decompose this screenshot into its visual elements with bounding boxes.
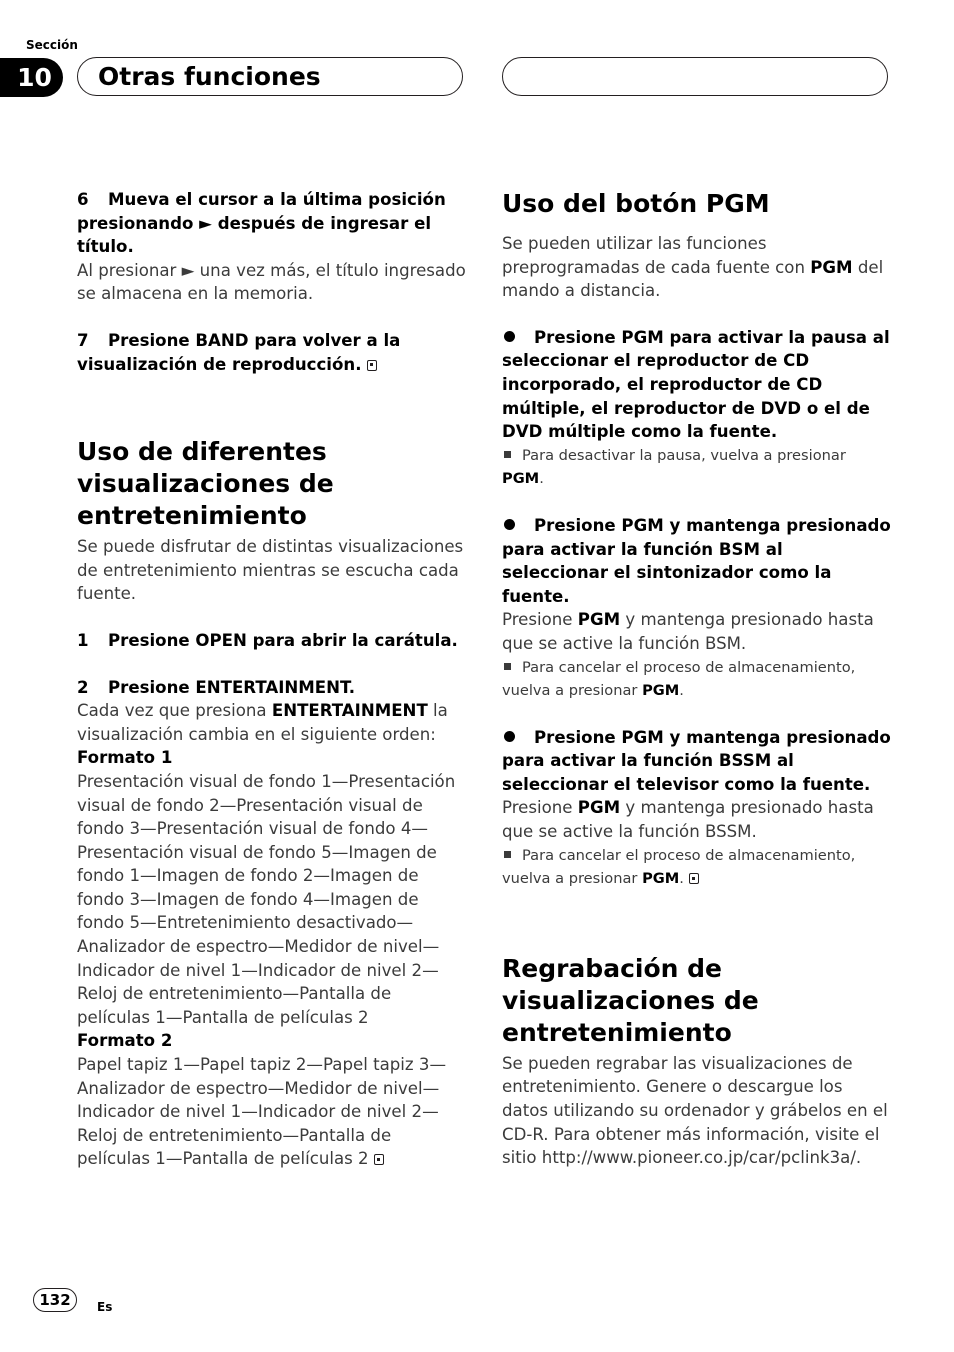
section-title [77,57,463,96]
pgm-note-bsm: Para cancelar el proceso de almacenamiento, vuelva a presionar PGM. [502,658,856,700]
end-mark-icon [367,360,377,371]
note-square-icon [504,451,511,458]
heading-entertainment-displays: Uso de diferentes visualizaciones de entretenimiento [77,437,334,531]
language-code: Es [97,1300,113,1314]
bullet-icon [504,331,515,342]
bullet-icon [504,731,515,742]
step-1: 1 Presione OPEN para abrir la carátula. [77,630,458,650]
pgm-text-bsm: Presione PGM y mantenga presionado hasta que se active la función BSM. [502,610,874,653]
pgm-note-pause: Para desactivar la pausa, vuelva a presionar PGM. [502,446,846,488]
step-6-title: Mueva el cursor a la última posición presionando ► después de ingresar el título. [77,190,446,257]
step-7-title: Presione BAND para volver a la visualización de reproducción. [77,330,401,374]
step-2: 2 Presione ENTERTAINMENT. [77,677,356,697]
pgm-bullet-bsm: Presione PGM y mantenga presionado para activar la función BSM al seleccionar el sintonizador como la fuente. [502,515,891,606]
pgm-note-bssm: Para cancelar el proceso de almacenamiento, vuelva a presionar PGM. [502,846,856,888]
step-6: 6 Mueva el cursor a la última posición presionando ► después de ingresar el título. [77,190,446,257]
end-mark-icon [689,873,699,884]
step-7: 7 Presione BAND para volver a la visualización de reproducción. [77,330,401,374]
step-2-text: Cada vez que presiona ENTERTAINMENT la visualización cambia en el siguiente orden: [77,701,448,744]
step-1-title: Presione OPEN para abrir la carátula. [108,630,458,650]
heading-rerecording: Regrabación de visualizaciones de entretenimiento [502,953,759,1047]
note-square-icon [504,663,511,670]
right-column [502,188,892,1170]
section-label: Sección [26,38,78,52]
pgm-intro: Se pueden utilizar las funciones preprogramadas de cada fuente con PGM del mando a distancia. [502,234,884,301]
pgm-text-bssm: Presione PGM y mantenga presionado hasta que se active la función BSSM. [502,798,874,842]
step-6-text: Al presionar ► una vez más, el título ingresado se almacena en la memoria. [77,260,466,304]
format-2-label: Formato 2 [77,1031,173,1051]
format-1-label: Formato 1 [77,748,173,768]
heading-pgm-button: Uso del botón PGM [502,189,770,218]
pgm-bullet-bssm: Presione PGM y mantenga presionado para activar la función BSSM al seleccionar el televisor como la fuente. [502,727,891,794]
section-number: 10 [0,58,63,97]
pgm-bullet-pause: Presione PGM para activar la pausa al seleccionar el reproductor de CD incorporado, el reproductor de CD múltiple, el reproductor de DVD o el de DVD múltiple como la fuente. [502,327,890,442]
note-square-icon [504,851,511,858]
page-number: 132 [33,1288,77,1312]
end-mark-icon [374,1154,384,1165]
step-2-title: Presione ENTERTAINMENT. [108,677,356,697]
header-empty-box [502,57,888,96]
format-2-text: Papel tapiz 1—Papel tapiz 2—Papel tapiz 3—Analizador de espectro—Medidor de nivel—Indicador de nivel 1—Indicador de nivel 2—Reloj de entretenimiento—Pantalla de películas 1—Pantalla de películas 2 [77,1055,447,1169]
left-column [77,188,467,1171]
format-1-text: Presentación visual de fondo 1—Presentación visual de fondo 2—Presentación visual de fondo 3—Presentación visual de fondo 4—Presentación visual de fondo 5—Imagen de fondo 1—Imagen de fondo 2—Imagen de fondo 3—Imagen de fondo 4—Imagen de fondo 5—Entretenimiento desactivado—Analizador de espectro—Medidor de nivel—Indicador de nivel 1—Indicador de nivel 2—Reloj de entretenimiento—Pantalla de películas 1—Pantalla de películas 2 [77,771,456,1027]
bullet-icon [504,519,515,530]
entertainment-intro: Se puede disfrutar de distintas visualizaciones de entretenimiento mientras se escucha cada fuente. [77,537,464,604]
section-title-text: Otras funciones [98,62,321,91]
rerecording-text: Se pueden regrabar las visualizaciones de entretenimiento. Genere o descargue los datos utilizando su ordenador y grábelos en el CD-R. Para obtener más información, visite el sitio http://www.pioneer.co.jp/car/pclink3a/. [502,1053,888,1168]
